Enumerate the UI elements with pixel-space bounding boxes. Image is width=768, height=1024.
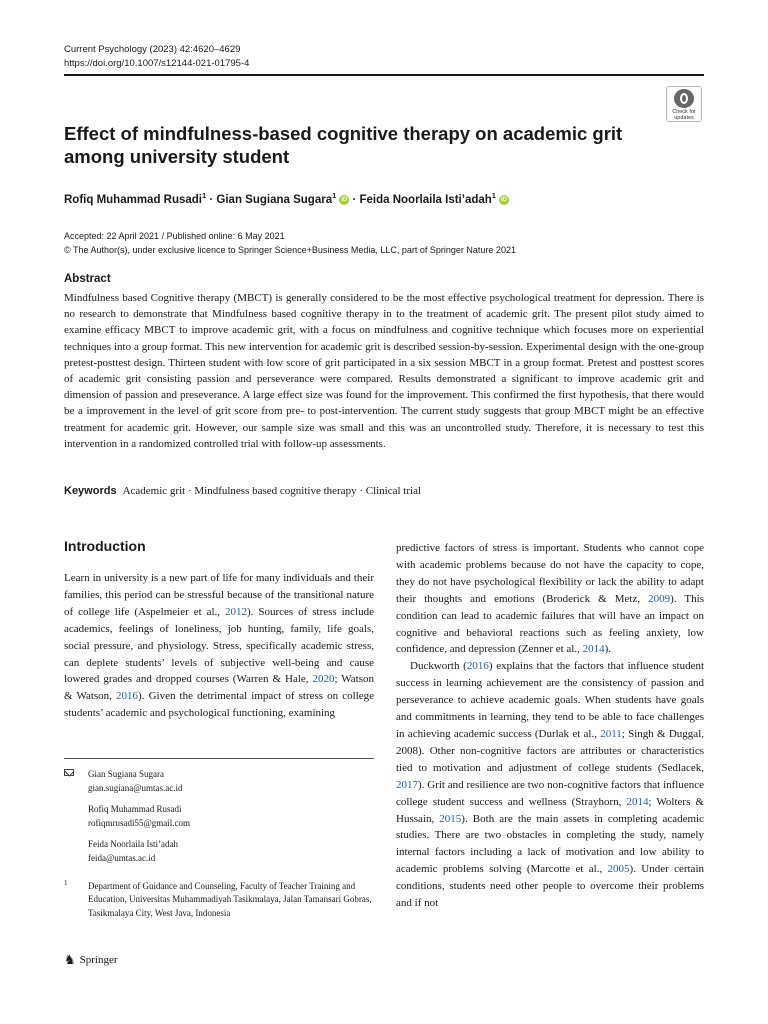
footnote-author-name: Feida Noorlaila Isti’adah [88, 839, 178, 850]
publication-dates [64, 229, 516, 257]
orcid-icon[interactable]: iD [341, 196, 348, 203]
doi-link[interactable]: https://doi.org/10.1007/s12144-021-01795-4 [64, 58, 250, 69]
envelope-icon [64, 769, 74, 776]
footnote-email[interactable]: gian.sugiana@umtas.ac.id [88, 782, 183, 793]
author-name[interactable]: Feida Noorlaila Isti’adah [359, 193, 492, 206]
affiliation-marker: 1 [332, 191, 337, 200]
publisher-logo [64, 952, 118, 968]
citation-link[interactable]: 2014 [582, 643, 605, 656]
keywords-text: Academic grit · Mindfulness based cognitive therapy · Clinical trial [122, 485, 422, 497]
citation-link[interactable]: 2005 [607, 863, 630, 876]
springer-horse-icon: ♞ [64, 952, 76, 967]
author-footnotes [64, 768, 374, 928]
introduction-heading: Introduction [64, 538, 146, 554]
left-column-text: Learn in university is a new part of life for many individuals and their families, this period can be stressful because of the transitional nature of college life (Aspelmeier et al., 2012). Sources of stress include academics, feelings of loneliness, job hunting, family, life goals, social pressure, and physiology. Stress, specifically academic stress, can deplete students’ levels of subjective well-being and cause lowered grades and dropped courses (Warren & Hale, 2020; Watson & Watson, 2016). Given the detrimental impact of stress on college students’ academic and psychological functioning, examining [64, 572, 375, 720]
author-list: Rofiq Muhammad Rusadi$^1$ · Gian Sugiana Sugara$^1$ iD · Feida Noorlaila Isti’adah$^1$ iD [64, 191, 507, 206]
abstract-text: Mindfulness based Cognitive therapy (MBCT) is generally considered to be the most effective psychological treatment for depression. There is no research to demonstrate that Mindfulness based cognitive therapy in to the treatment of academic grit. The present pilot study aimed to examine efficacy MBCT to improve academic grit, with a focus on mindfulness and cognitive technique which focuses more on experiential techniques into a group format. This new intervention for academic grit is described session-by-session. Experimental design with the one-group pretest-posttest design. Thirteen student with low score of grit participated in a six session MBCT in a group format. Pretest and posttest scores of academic grit consisting passion and perseverance were compared. Results demonstrated a significant to improve academic grit and dimension of passion and preseverance. A large effect size was found for the improvement. This confirmed the first hypothesis, that there would be a improvement in the level of grit score from pre- to post-intervention. The current study suggests that group MBCT might be an effective treatment for academic grit. However, our sample size was small and this was an uncontrolled study. Therefore, it is necessary to test this intervention in a randomized controlled trial with follow-up assessments. [64, 292, 704, 450]
check-for-updates-badge[interactable] [666, 86, 702, 122]
citation-link[interactable]: 2009 [648, 592, 671, 605]
citation-link[interactable]: 2017 [396, 778, 418, 791]
affiliation-text: Department of Guidance and Counseling, Faculty of Teacher Training and Education, Universitas Muhammadiyah Tasikmalaya, Jalan Tamansari Gobras, Tasikmalaya City, West Java, Indonesia [88, 880, 372, 918]
citation-link[interactable]: 2014 [626, 795, 649, 808]
citation-link[interactable]: 2015 [439, 812, 462, 825]
footnote-rule [64, 758, 374, 759]
article-title: Effect of mindfulness-based cognitive therapy on academic grit among university student [64, 123, 623, 167]
check-for-updates-label: Check for updates [672, 109, 696, 121]
abstract-heading: Abstract [64, 273, 111, 285]
footnote-email[interactable]: rofiqmrusadi55@gmail.com [88, 817, 191, 828]
citation-link[interactable]: 2020 [312, 673, 335, 686]
corresponding-author [64, 768, 374, 795]
citation-link[interactable]: 2011 [600, 727, 622, 740]
orcid-icon[interactable]: iD [500, 196, 507, 203]
footnote-author-name: Rofiq Muhammad Rusadi [88, 804, 182, 815]
affiliation-footnote [64, 880, 374, 921]
citation-link[interactable]: 2016 [116, 690, 139, 703]
copyright-line: © The Author(s), under exclusive licence to Springer Science+Business Media, LLC, part of Springer Nature 2021 [64, 245, 516, 255]
author-name[interactable]: Rofiq Muhammad Rusadi [64, 193, 203, 206]
check-for-updates-icon [674, 89, 694, 108]
footnote-email[interactable]: feida@umtas.ac.id [88, 852, 156, 863]
affiliation-marker: 1 [202, 191, 207, 200]
author-contact [64, 803, 374, 830]
keywords-heading: Keywords [64, 485, 117, 497]
publisher-name: Springer [79, 954, 118, 966]
citation-link[interactable]: 2016 [466, 660, 489, 673]
header-rule [64, 74, 704, 76]
affiliation-marker: 1 [491, 191, 496, 200]
right-column-text: predictive factors of stress is important. Students who cannot cope with academic problems because do not have the capacity to cope, they do not have psychological flexibility or lack the ability to adapt their thoughts and emotions (Broderick & Metz, 2009). This condition can lead to academic failures that will have an impact on cognitive and behavioral reactions such as feeling anxiety, low confidence, and depression (Zenner et al., 2014). Duckworth (2016) explains that the factors that influence student success in learning achievement are the consistency of passion and perseverance to achieve academic goals. When students have goals and commitments in learning, they tend to be able to face challenges in achieving academic success (Durlak et al., 2011; Singh & Duggal, 2008). Other non-cognitive factors are attributes or characteristics tied to motivation and adjustment of college students (Sedlacek, 2017). Grit and resilience are two non-cognitive factors that influence college student success and wellness (Strayhorn, 2014; Wolters & Hussain, 2015). Both are the main assets in completing academic studies. There are two obstacles in completing the study, namely internal factors including a lack of motivation and low ability to academic problems solving (Marcotte et al., 2005). Under certain conditions, students need other people to overcome their problems and if not [396, 542, 705, 910]
author-name[interactable]: Gian Sugiana Sugara [216, 193, 333, 206]
keywords-line [64, 485, 421, 497]
accepted-published-line: Accepted: 22 April 2021 / Published online: 6 May 2021 [64, 231, 285, 241]
journal-citation: Current Psychology (2023) 42:4620–4629 [64, 44, 241, 55]
footnote-author-name: Gian Sugiana Sugara [88, 769, 164, 779]
journal-header [64, 43, 249, 71]
affiliation-number: 1 [64, 878, 68, 887]
citation-link[interactable]: 2012 [225, 605, 247, 618]
author-contact [64, 838, 374, 865]
